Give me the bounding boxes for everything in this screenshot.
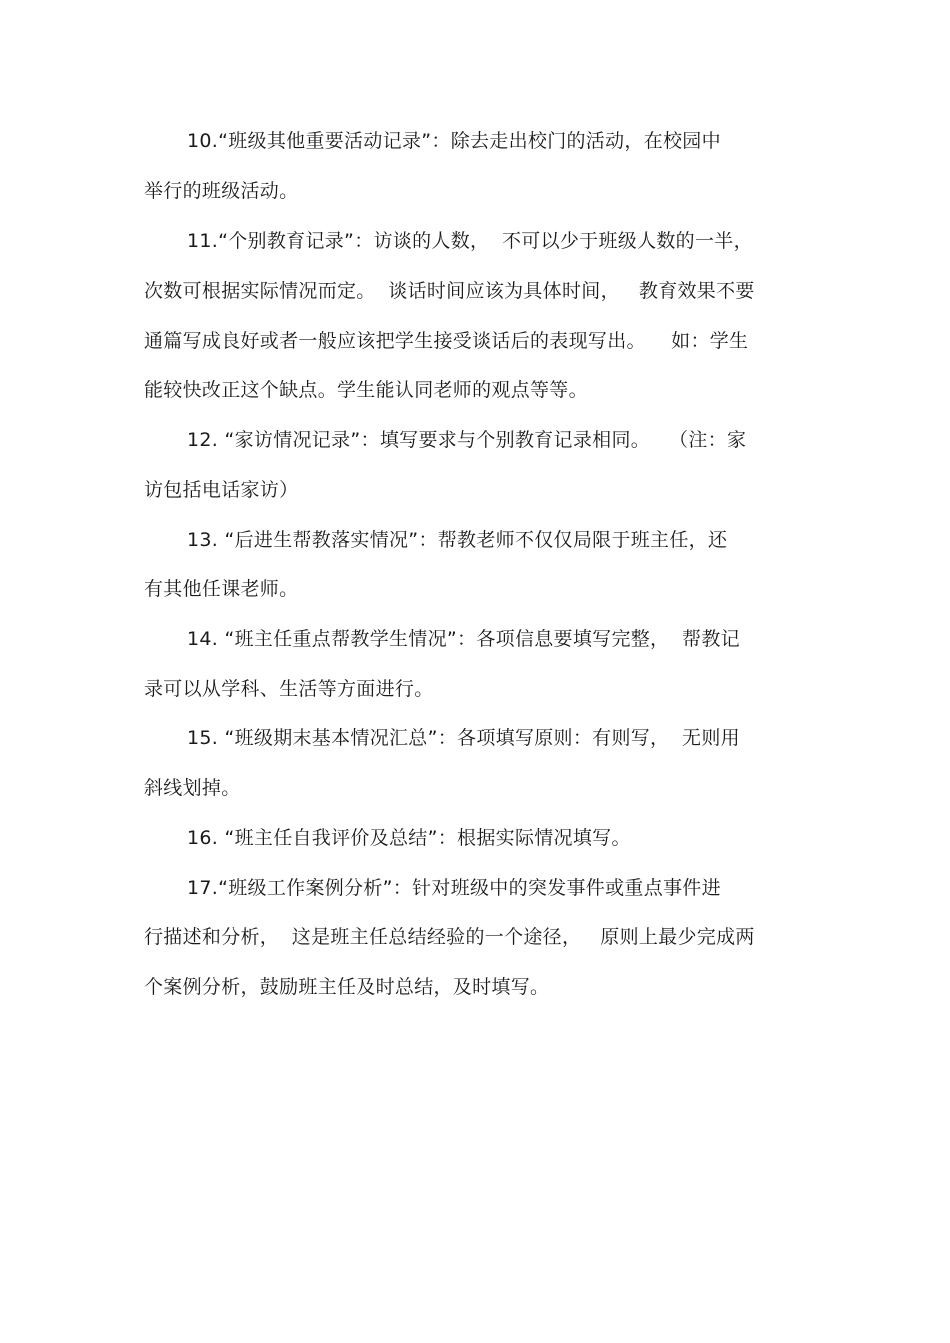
- paragraph-16-line-1: 16. “班主任自我评价及总结”：根据实际情况填写。: [187, 827, 631, 849]
- paragraph-12-line-2: 访包括电话家访）: [144, 479, 299, 501]
- paragraph-11-line-2: 次数可根据实际情况而定。 谈话时间应该为具体时间， 教育效果不要: [144, 280, 755, 302]
- paragraph-17-line-3: 个案例分析，鼓励班主任及时总结，及时填写。: [144, 976, 550, 998]
- paragraph-13-line-1: 13. “后进生帮教落实情况”：帮教老师不仅仅局限于班主任，还: [187, 529, 728, 551]
- paragraph-15-line-2: 斜线划掉。: [144, 777, 241, 799]
- paragraph-15-line-1: 15. “班级期末基本情况汇总”：各项填写原则：有则写， 无则用: [187, 727, 740, 749]
- paragraph-17-line-2: 行描述和分析， 这是班主任总结经验的一个途径， 原则上最少完成两: [144, 926, 755, 948]
- paragraph-10-line-2: 举行的班级活动。: [144, 180, 299, 202]
- paragraph-10-line-1: 10.“班级其他重要活动记录”：除去走出校门的活动，在校园中: [187, 130, 721, 152]
- paragraph-13-line-2: 有其他任课老师。: [144, 578, 299, 600]
- paragraph-11-line-3: 通篇写成良好或者一般应该把学生接受谈话后的表现写出。 如：学生: [144, 330, 749, 352]
- paragraph-12-line-1: 12. “家访情况记录”：填写要求与个别教育记录相同。 （注：家: [187, 429, 747, 451]
- paragraph-14-line-1: 14. “班主任重点帮教学生情况”：各项信息要填写完整， 帮教记: [187, 628, 740, 650]
- paragraph-11-line-1: 11.“个别教育记录”：访谈的人数， 不可以少于班级人数的一半，: [187, 230, 753, 252]
- paragraph-11-line-4: 能较快改正这个缺点。学生能认同老师的观点等等。: [144, 379, 588, 401]
- paragraph-14-line-2: 录可以从学科、生活等方面进行。: [144, 678, 434, 700]
- paragraph-17-line-1: 17.“班级工作案例分析”：针对班级中的突发事件或重点事件进: [187, 877, 721, 899]
